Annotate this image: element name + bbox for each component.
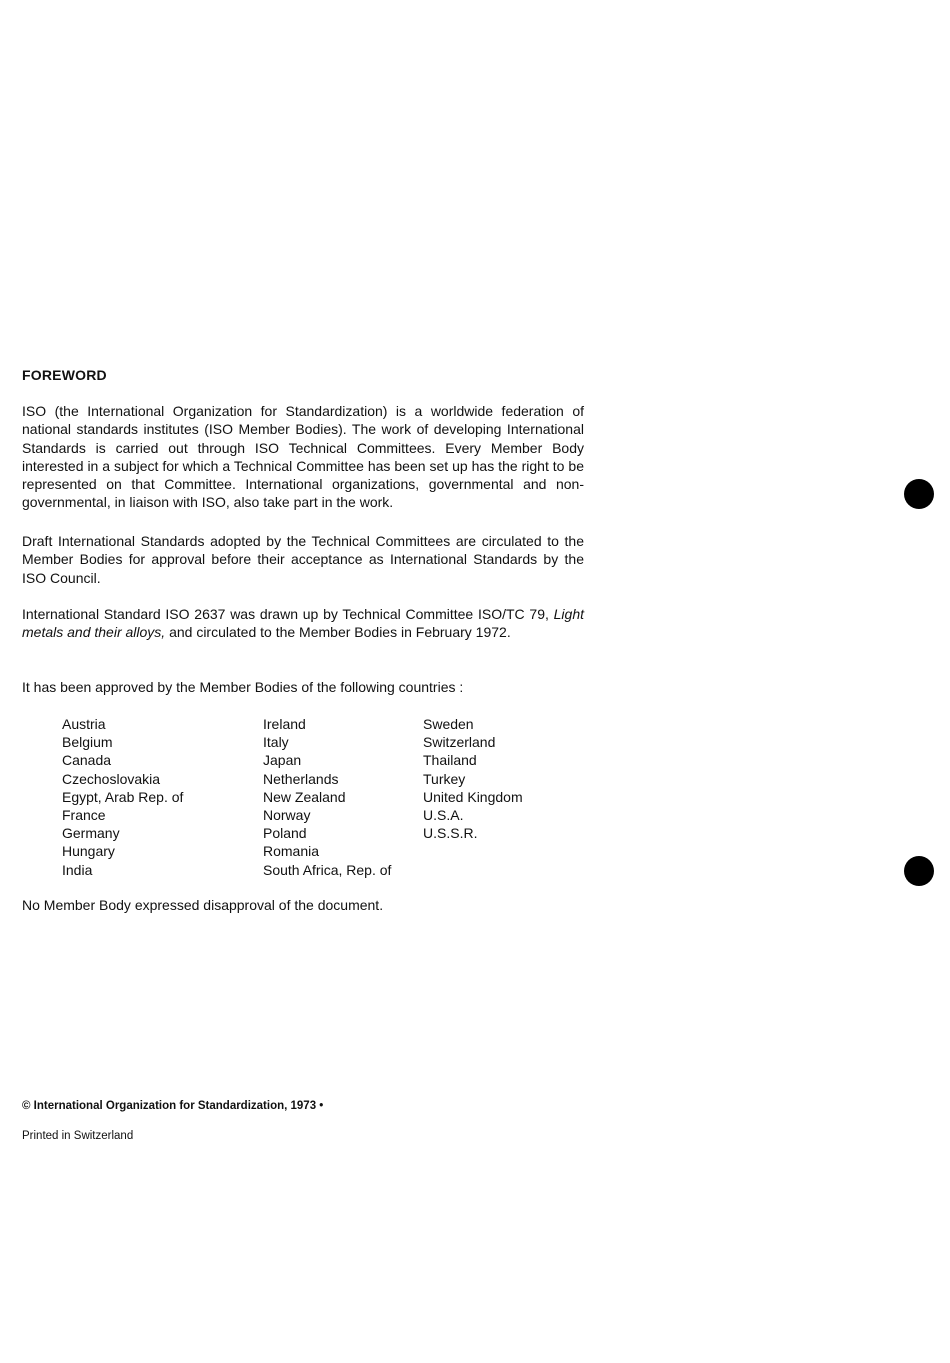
country-item: Japan <box>263 752 302 769</box>
foreword-paragraph-2: Draft International Standards adopted by the Technical Committees are circulated to the Member Bodies for approval before their acceptance as International Standards by the ISO Council. <box>22 533 584 586</box>
foreword-paragraph-1: ISO (the International Organization for Standardization) is a worldwide federation of national standards institutes (ISO Member Bodies). The work of developing International Standards is carried out through ISO Technical Committees. Every Member Body interested in a subject for which a Technical Committee has been set up has the right to be represented on that Committee. International organizations, governmental and non-governmental, in liaison with ISO, also take part in the work. <box>22 403 584 511</box>
country-list-column-1 <box>62 715 183 879</box>
country-item: Hungary <box>62 843 115 860</box>
country-item: Switzerland <box>423 734 496 751</box>
paragraph-3-text-end: and circulated to the Member Bodies in February 1972. <box>165 624 511 641</box>
country-list-column-2 <box>263 715 391 879</box>
country-item: Czechoslovakia <box>62 770 161 787</box>
foreword-heading: FOREWORD <box>22 367 107 383</box>
country-item: India <box>62 861 93 878</box>
country-item: U.S.A. <box>423 807 464 824</box>
country-item: Germany <box>62 825 120 842</box>
printed-location: Printed in Switzerland <box>22 1130 134 1142</box>
punch-hole-lower <box>904 856 934 886</box>
country-item: Norway <box>263 807 311 824</box>
foreword-paragraph-3 <box>22 605 584 642</box>
paragraph-3-text: International Standard ISO 2637 was drawn up by Technical Committee ISO/TC 79, <box>22 606 554 622</box>
country-item: Belgium <box>62 734 113 751</box>
country-item: Poland <box>263 825 307 842</box>
country-item: Thailand <box>423 752 477 769</box>
country-item: Ireland <box>263 716 306 732</box>
punch-hole-upper <box>904 479 934 509</box>
country-item: South Africa, Rep. of <box>263 861 392 878</box>
country-item: Turkey <box>423 770 466 787</box>
country-item: Italy <box>263 734 289 751</box>
foreword-paragraph-5: No Member Body expressed disapproval of the document. <box>22 897 384 913</box>
country-item: Canada <box>62 752 112 769</box>
country-item: U.S.S.R. <box>423 825 478 842</box>
country-list-column-3 <box>423 715 523 842</box>
country-item: France <box>62 807 106 824</box>
country-item: Egypt, Arab Rep. of <box>62 788 184 805</box>
committee-title: Light metals and their alloys, <box>22 606 584 641</box>
country-item: New Zealand <box>263 788 346 805</box>
country-item: Romania <box>263 843 320 860</box>
country-item: Sweden <box>423 716 474 732</box>
foreword-paragraph-4: It has been approved by the Member Bodies of the following countries : <box>22 679 464 695</box>
country-item: Netherlands <box>263 770 339 787</box>
country-item: Austria <box>62 716 106 732</box>
country-item: United Kingdom <box>423 788 523 805</box>
copyright-notice: © International Organization for Standardization, 1973 • <box>22 1100 324 1112</box>
